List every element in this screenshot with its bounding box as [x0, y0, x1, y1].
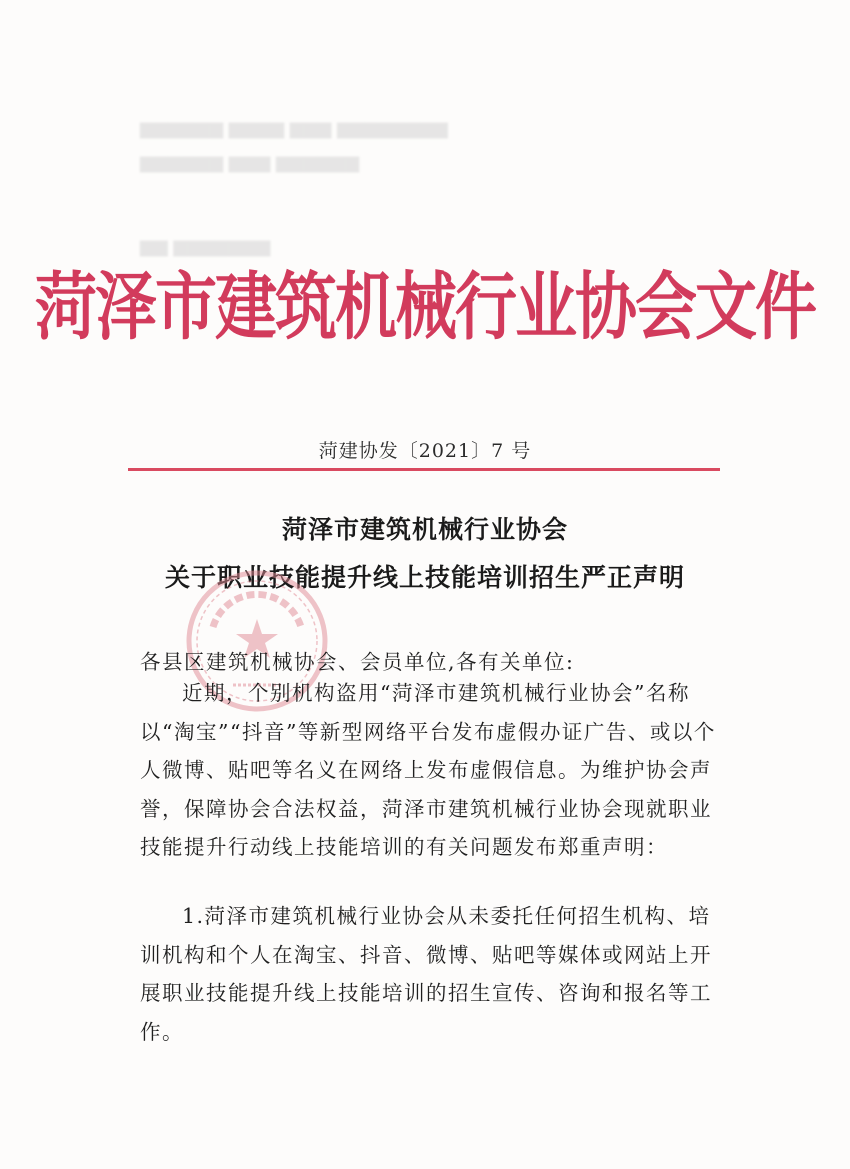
letterhead-title: 菏泽市建筑机械行业协会文件: [34, 263, 815, 350]
body-paragraph-1: 近期，个别机构盗用“菏泽市建筑机械行业协会”名称以“淘宝”“抖音”等新型网络平台发布虚假办证广告、或以个人微博、贴吧等名义在网络上发布虚假信息。为维护协会声誉，保障协会合法权益，菏泽市建筑机械行业协会现就职业技能提升行动线上技能培训的有关问题发布郑重声明：: [140, 681, 716, 859]
bleed-through-mark: ▆▆ ▆▆▆▆▆▆▆: [140, 236, 271, 257]
document-number: 菏建协发〔2021〕7 号: [318, 440, 532, 462]
salutation: 各县区建筑机械协会、会员单位,各有关单位:: [140, 650, 575, 674]
notice-title-line2: 关于职业技能提升线上技能培训招生严正声明: [164, 563, 685, 592]
bleed-through-mark: ▆▆▆▆▆▆ ▆▆▆ ▆▆▆▆▆▆: [140, 152, 360, 173]
body-paragraph-2: 1.菏泽市建筑机械行业协会从未委托任何招生机构、培训机构和个人在淘宝、抖音、微博、贴吧等媒体或网站上开展职业技能提升线上技能培训的招生宣传、咨询和报名等工作。: [140, 904, 712, 1044]
notice-title-line1: 菏泽市建筑机械行业协会: [281, 515, 568, 544]
bleed-through-mark: ▆▆▆▆▆▆ ▆▆▆▆ ▆▆▆ ▆▆▆▆▆▆▆▆: [140, 118, 448, 139]
red-divider-rule: [128, 468, 720, 471]
